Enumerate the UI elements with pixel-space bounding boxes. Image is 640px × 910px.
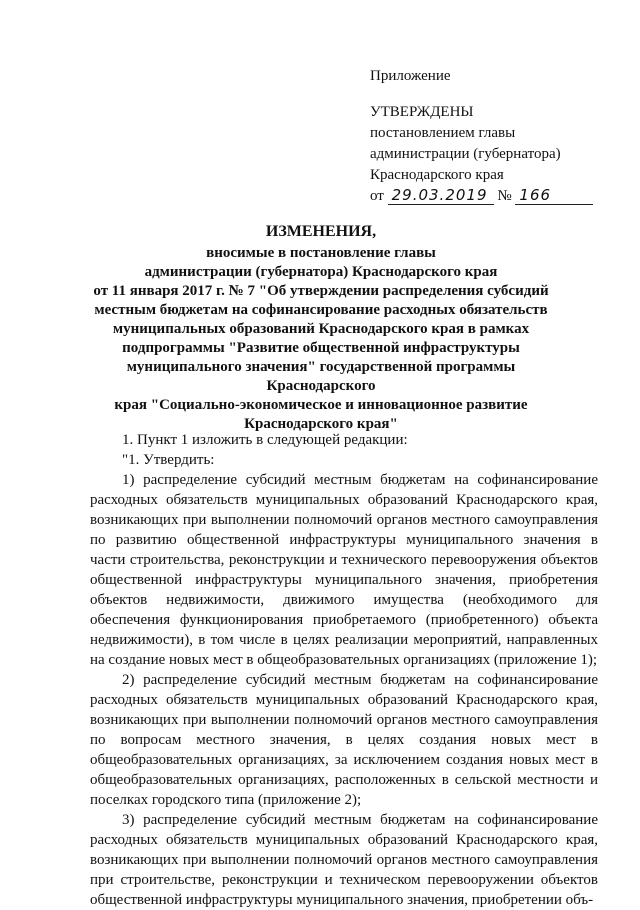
body-paragraph: 3) распределение субсидий местным бюджетам на софинансирование расходных обязательств муниципальных образований Краснодарского края, возникающих при выполнении полномочий органов местного самоуправления при строительстве, реконструкции и техническом перевооружении объектов общественной инфраструктуры муниципального значения, приобретении объ- (90, 812, 598, 908)
heading-title: ИЗМЕНЕНИЯ, (265, 223, 377, 240)
body-paragraph: 1. Пункт 1 изложить в следующей редакции: (122, 432, 408, 448)
body-paragraph: 1) распределение субсидий местным бюджетам на софинансирование расходных обязательств муниципальных образований Краснодарского края, возникающих при выполнении полномочий органов местного самоуправления по развитию общественной инфраструктуры муниципального значения в части строительства, реконструкции и технического перевооружения объектов общественной инфраструктуры муниципального значения, приобретения объектов недвижимости, движимого имущества (необходимого для обеспечения функционирования приобретаемого (приобретенного) объекта недвижимости), в том числе в целях реализации мероприятий, направленных на создание новых мест в общеобразовательных организациях (приложение 1); (90, 472, 598, 668)
heading-line: местным бюджетам на софинансирование расходных обязательств (94, 302, 548, 318)
approval-line-3: Краснодарского края (370, 167, 504, 183)
heading-line: вносимые в постановление главы (206, 245, 436, 261)
heading-line: от 11 января 2017 г. № 7 "Об утверждении распределения субсидий (93, 283, 549, 299)
document-heading (86, 222, 556, 434)
number-sign: № (497, 188, 512, 204)
body-paragraph: 2) распределение субсидий местным бюджетам на софинансирование расходных обязательств муниципальных образований Краснодарского края, возникающих при выполнении полномочий органов местного самоуправления по вопросам местного значения, в целях создания новых мест в общеобразовательных организациях, за исключением создания новых мест в общеобразовательных организациях, расположенных в сельской местности и поселках городского типа (приложение 2); (90, 672, 598, 808)
approval-line-2: администрации (губернатора) (370, 146, 561, 162)
heading-line: края "Социально-экономическое и инновационное развитие (114, 397, 528, 413)
approval-line-1: постановлением главы (370, 125, 516, 141)
body-paragraph: "1. Утвердить: (122, 452, 215, 468)
approval-number: 166 (515, 186, 593, 205)
approved-label: УТВЕРЖДЕНЫ (370, 104, 474, 120)
approval-date: 29.03.2019 (388, 186, 494, 205)
heading-line: подпрограммы "Развитие общественной инфраструктуры (122, 340, 520, 356)
date-prefix: от (370, 188, 384, 204)
heading-line: муниципального значения" государственной программы Краснодарского (126, 359, 516, 394)
document-body (90, 430, 598, 910)
heading-line: администрации (губернатора) Краснодарского края (144, 264, 498, 280)
appendix-label: Приложение (370, 68, 451, 84)
heading-line: муниципальных образований Краснодарского края в рамках (112, 321, 530, 337)
heading-line: Краснодарского края" (244, 416, 398, 432)
approval-block (370, 66, 620, 207)
approval-date-line (370, 186, 620, 207)
